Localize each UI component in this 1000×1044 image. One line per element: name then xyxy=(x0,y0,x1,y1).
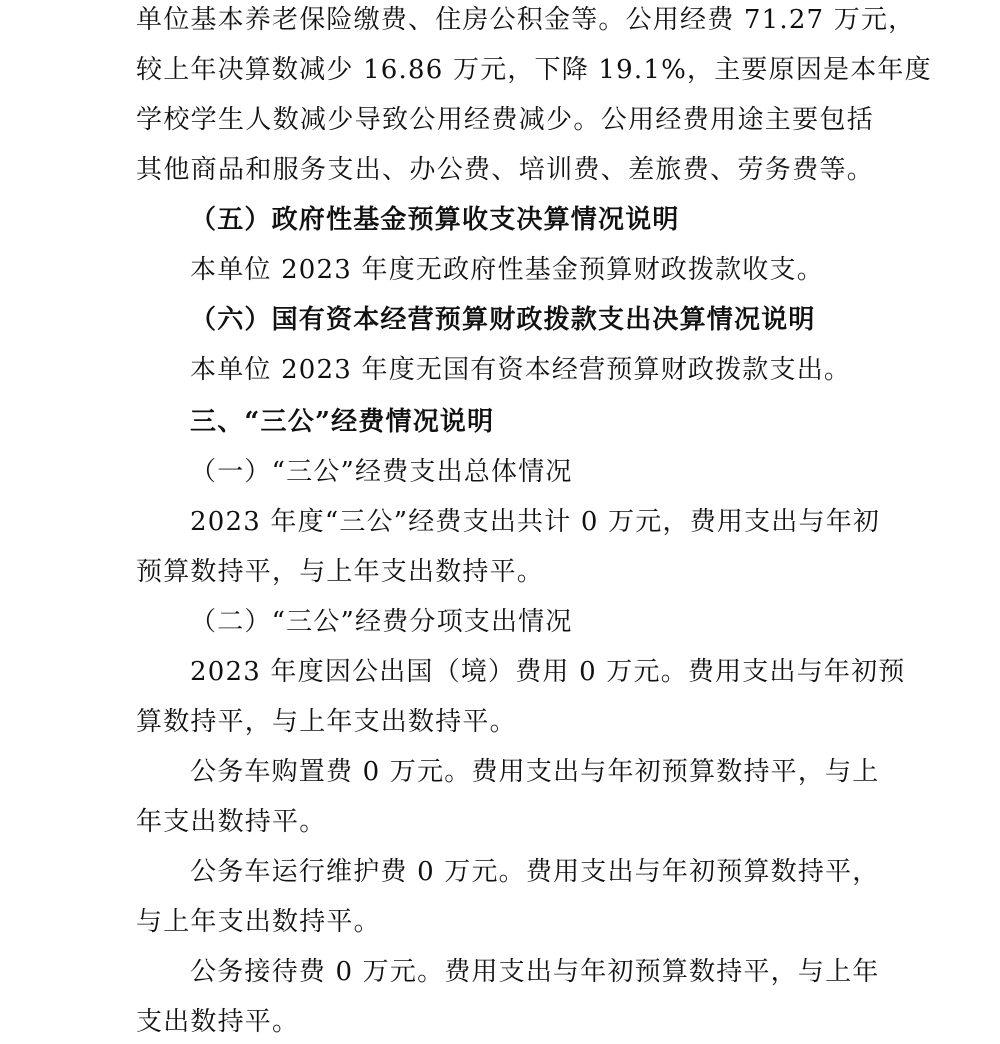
body-text-line: 支出数持平。 xyxy=(136,1007,300,1037)
body-text-line: 与上年支出数持平。 xyxy=(136,907,381,937)
body-text-line: 较上年决算数减少 16.86 万元，下降 19.1%，主要原因是本年度 xyxy=(136,55,932,85)
section-heading: （二）“三公”经费分项支出情况 xyxy=(190,607,573,637)
body-text-line: 公务车购置费 0 万元。费用支出与年初预算数持平，与上 xyxy=(190,757,880,787)
section-heading: （六）国有资本经营预算财政拨款支出决算情况说明 xyxy=(190,305,816,335)
body-text-line: 公务接待费 0 万元。费用支出与年初预算数持平，与上年 xyxy=(190,957,880,987)
body-text-line: 公务车运行维护费 0 万元。费用支出与年初预算数持平， xyxy=(190,857,880,887)
body-text-line: 2023 年度因公出国（境）费用 0 万元。费用支出与年初预 xyxy=(190,657,906,687)
body-text-line: 其他商品和服务支出、办公费、培训费、差旅费、劳务费等。 xyxy=(136,155,874,185)
body-text-line: 本单位 2023 年度无国有资本经营预算财政拨款支出。 xyxy=(190,355,852,385)
body-text-line: 预算数持平，与上年支出数持平。 xyxy=(136,557,545,587)
chapter-heading: 三、“三公”经费情况说明 xyxy=(190,407,495,437)
body-text-line: 算数持平，与上年支出数持平。 xyxy=(136,707,517,737)
body-text-line: 学校学生人数减少导致公用经费减少。公用经费用途主要包括 xyxy=(136,105,874,135)
section-heading: （五）政府性基金预算收支决算情况说明 xyxy=(190,205,680,235)
body-text-line: 年支出数持平。 xyxy=(136,807,327,837)
body-text-line: 单位基本养老保险缴费、住房公积金等。公用经费 71.27 万元， xyxy=(136,5,916,35)
section-heading: （一）“三公”经费支出总体情况 xyxy=(190,457,573,487)
body-text-line: 本单位 2023 年度无政府性基金预算财政拨款收支。 xyxy=(190,255,824,285)
body-text-line: 2023 年度“三公”经费支出共计 0 万元，费用支出与年初 xyxy=(190,507,881,537)
